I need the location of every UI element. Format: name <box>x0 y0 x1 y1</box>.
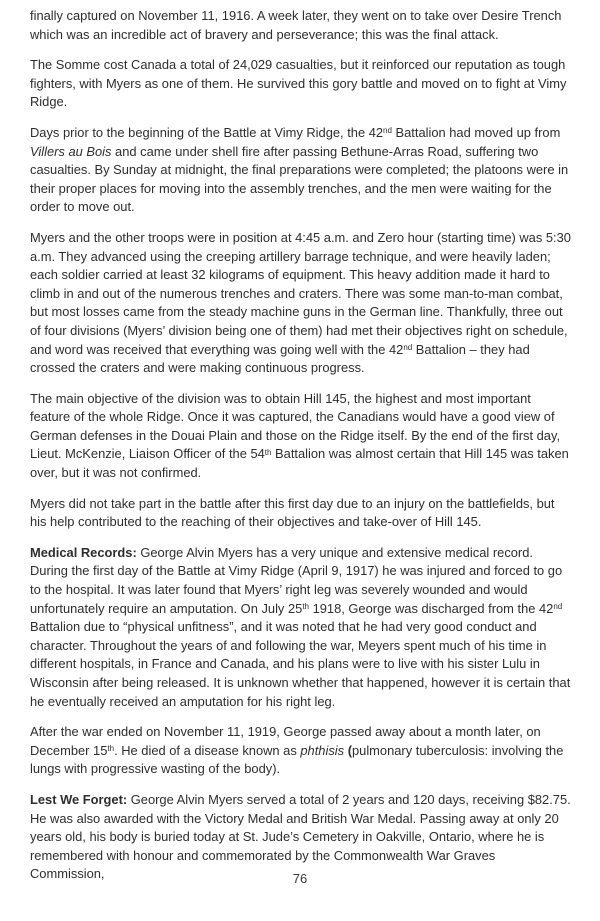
text-run: George Alvin Myers served a total of 2 years and 120 days, receiving $82.75. He was also awarded with the Victory Medal and British War Medal. Passing away at only 20 years old, his body is buried today at St. Jude’s Cemetery in Oakville, Ontario, where he is remembered with honour and commemorated by the Commonwealth War Graves Commission, <box>30 791 575 882</box>
paragraph <box>30 124 571 217</box>
text-run: Battalion was almost certain that Hill 145 was taken over, but it was not confirmed. <box>30 446 573 481</box>
text-run: The Somme cost Canada a total of 24,029 casualties, but it reinforced our reputation as tough fighters, with Myers as one of them. He survived this gory battle and moved on to fight at Vimy Ridge. <box>30 57 571 110</box>
text-run: Myers and the other troops were in position at 4:45 a.m. and Zero hour (starting time) was 5:30 a.m. They advanced using the creeping artillery barrage technique, and were heavily laden; each soldier carried at least 32 kilograms of equipment. This heavy addition made it hard to climb in and out of the numerous trenches and craters. There was some man-to-man combat, but most losses came from the steady machine guns in the German line. Thankfully, three out of four divisions (Myers’ division being one of them) had met their objectives right on schedule, and word was received that everything was going well with the 42 <box>30 229 575 357</box>
text-run: After the war ended on November 11, 1919, George passed away about a month later, on December 15 <box>30 724 545 758</box>
text-run: Battalion had moved up from <box>391 124 564 140</box>
text-run: pulmonary tuberculosis: involving the lungs with progressive wasting of the body). <box>30 742 567 777</box>
paragraph <box>30 495 571 532</box>
document-body <box>30 7 575 896</box>
text-run: nd <box>403 342 413 352</box>
text-run: phthisis <box>300 742 345 758</box>
text-run: George Alvin Myers has a very unique and extensive medical record. During the first day of the Battle at Vimy Ridge (April 9, 1917) he was injured and forced to go to the hospital. It was later found that Myers’ right leg was severely wounded and would unfortunately require an amputation. On July 25 <box>30 544 566 616</box>
text-run: Battalion due to “physical unfitness”, and it was noted that he had very good conduct and character. Throughout the years of and following the war, Meyers spent much of his time in different hospitals, in France and Canada, and his plans were to live with his sister Lulu in Wisconsin after being released. It is unknown whether that happened, however it is certain that he eventually received an amputation for his right leg. <box>30 600 574 709</box>
text-run: Myers did not take part in the battle after this first day due to an injury on the battlefields, but his help contributed to the reaching of their objectives and take-over of Hill 145. <box>30 495 559 530</box>
paragraph <box>30 7 571 44</box>
text-run: . He died of a disease known as <box>114 742 301 758</box>
text-run: Battalion – they had crossed the craters and were making continuous progress. <box>30 341 534 376</box>
text-run: Days prior to the beginning of the Battle at Vimy Ridge, the 42 <box>30 124 384 140</box>
paragraph <box>30 56 571 112</box>
text-run: Medical Records: <box>30 544 141 560</box>
text-run: Villers au Bois <box>30 143 112 159</box>
text-run: 1918, George was discharged from the 42 <box>308 600 554 616</box>
paragraph <box>30 390 571 483</box>
text-run: th <box>264 447 272 457</box>
text-run: th <box>107 744 115 754</box>
text-run: nd <box>553 602 563 612</box>
text-run: and came under shell fire after passing Bethune-Arras Road, suffering two casualties. By Sunday at midnight, the final preparations were completed; the platoons were in their proper places for moving into the assembly trenches, and the men were waiting for the order to move out. <box>30 143 572 215</box>
text-run: The main objective of the division was to obtain Hill 145, the highest and most important feature of the whole Ridge. Once it was captured, the Canadians would have a good view of German defenses in the Douai Plain and those on the Ridge itself. By the end of the first day, Lieut. McKenzie, Liaison Officer of the 54 <box>30 390 564 462</box>
page-number: 76 <box>292 871 308 886</box>
paragraph <box>30 791 575 884</box>
paragraph <box>30 723 571 779</box>
paragraph <box>30 544 574 711</box>
text-run: Lest We Forget: <box>30 791 131 807</box>
text-run: nd <box>383 126 392 136</box>
text-run: finally captured on November 11, 1916. A week later, they went on to take over Desire Trench which was an incredible act of bravery and perseverance; this was the final attack. <box>30 8 566 42</box>
text-run: ( <box>347 742 352 758</box>
text-run: th <box>302 602 309 612</box>
paragraph <box>30 229 575 378</box>
